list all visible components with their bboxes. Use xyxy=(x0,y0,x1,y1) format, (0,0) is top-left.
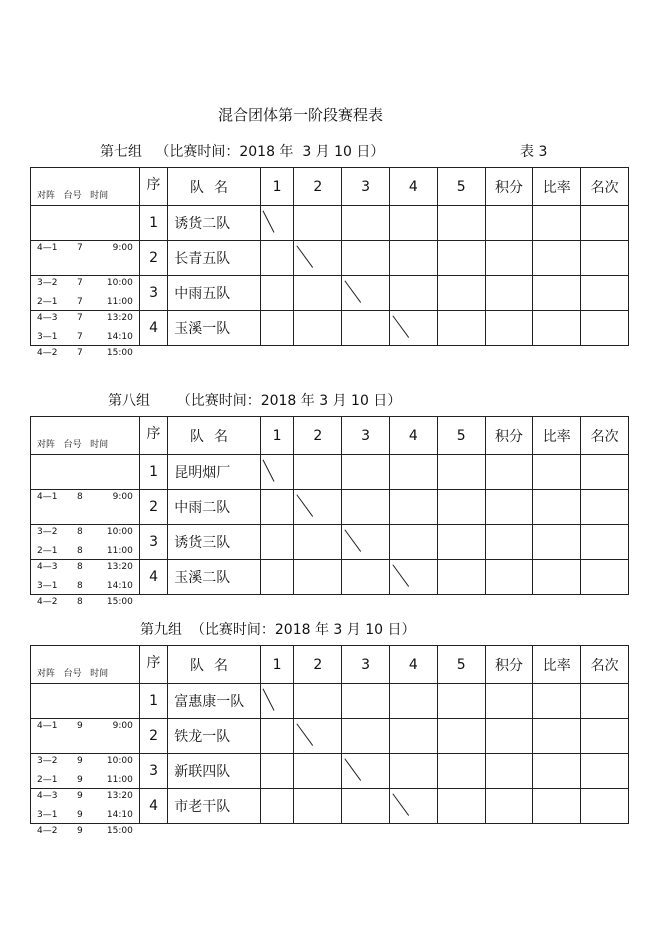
self-match-cell xyxy=(389,789,437,824)
seq-cell: 2 xyxy=(139,719,167,754)
group-7-table xyxy=(30,167,629,358)
match-info-cell: 2—1 7 11:00 4—3 7 13:20 xyxy=(31,276,140,311)
score-cell xyxy=(581,455,629,490)
team-cell: 长青五队 xyxy=(168,241,261,276)
match-info-cell: 4—1 7 9:00 xyxy=(31,206,140,241)
group-8-heading: 第八组 （比赛时间：2018 年 3 月 10 日） xyxy=(108,393,402,409)
self-match-cell xyxy=(294,241,342,276)
self-match-cell xyxy=(294,719,342,754)
team-cell: 铁龙一队 xyxy=(168,719,261,754)
match-info-cell: 2—1 8 11:00 4—3 8 13:20 xyxy=(31,525,140,560)
self-match-cell xyxy=(342,754,390,789)
score-cell xyxy=(260,276,294,311)
team-cell: 玉溪二队 xyxy=(168,560,261,595)
seq-cell: 4 xyxy=(139,789,167,824)
score-cell xyxy=(342,490,390,525)
team-cell: 新联四队 xyxy=(168,754,261,789)
match-info-cell: 3—2 8 10:00 xyxy=(31,490,140,525)
score-cell xyxy=(294,206,342,241)
diagonal-slash-icon xyxy=(294,241,341,275)
diagonal-slash-icon xyxy=(390,311,437,345)
header-col: 2 xyxy=(294,646,342,684)
self-match-cell xyxy=(342,525,390,560)
seq-cell: 1 xyxy=(139,684,167,719)
team-cell: 昆明烟厂 xyxy=(168,455,261,490)
score-cell xyxy=(581,560,629,595)
table-row xyxy=(31,311,629,346)
score-cell xyxy=(581,789,629,824)
score-cell xyxy=(533,789,581,824)
score-cell xyxy=(294,455,342,490)
score-cell xyxy=(437,560,485,595)
match-info-cell: 3—2 7 10:00 xyxy=(31,241,140,276)
score-cell xyxy=(389,206,437,241)
header-col: 3 xyxy=(342,168,390,206)
header-seq: 序 xyxy=(139,417,167,455)
group-9-heading: 第九组 （比赛时间：2018 年 3 月 10 日） xyxy=(140,622,416,638)
score-cell xyxy=(294,311,342,346)
score-cell xyxy=(389,276,437,311)
team-cell: 玉溪一队 xyxy=(168,311,261,346)
header-col: 名次 xyxy=(581,646,629,684)
score-cell xyxy=(581,311,629,346)
score-cell xyxy=(342,789,390,824)
score-cell xyxy=(389,684,437,719)
team-cell: 诱货三队 xyxy=(168,525,261,560)
score-cell xyxy=(389,719,437,754)
team-cell: 中雨二队 xyxy=(168,490,261,525)
header-col: 4 xyxy=(389,646,437,684)
diagonal-slash-icon xyxy=(294,719,341,753)
header-col: 3 xyxy=(342,646,390,684)
self-match-cell xyxy=(294,490,342,525)
table-row xyxy=(31,789,629,824)
diagonal-slash-icon xyxy=(342,276,389,310)
score-cell xyxy=(437,206,485,241)
team-cell: 中雨五队 xyxy=(168,276,261,311)
score-cell xyxy=(485,455,533,490)
header-seq: 序 xyxy=(139,646,167,684)
score-cell xyxy=(437,455,485,490)
match-info-cell: 3—1 9 14:10 4—2 9 15:00 xyxy=(31,789,140,824)
table-row xyxy=(31,241,629,276)
header-col: 4 xyxy=(389,168,437,206)
score-cell xyxy=(533,455,581,490)
score-cell xyxy=(533,276,581,311)
score-cell xyxy=(581,206,629,241)
score-cell xyxy=(485,206,533,241)
header-col: 比率 xyxy=(533,417,581,455)
score-cell xyxy=(342,311,390,346)
seq-cell: 4 xyxy=(139,560,167,595)
diagonal-slash-icon xyxy=(261,206,294,240)
score-cell xyxy=(260,719,294,754)
header-col: 5 xyxy=(437,646,485,684)
score-cell xyxy=(533,719,581,754)
score-cell xyxy=(342,206,390,241)
team-cell: 富惠康一队 xyxy=(168,684,261,719)
diagonal-slash-icon xyxy=(390,789,437,823)
score-cell xyxy=(581,684,629,719)
match-info-cell: 3—1 7 14:10 4—2 7 15:00 xyxy=(31,311,140,346)
score-cell xyxy=(389,455,437,490)
header-col: 1 xyxy=(260,417,294,455)
score-cell xyxy=(581,276,629,311)
header-col: 比率 xyxy=(533,168,581,206)
table-row xyxy=(31,455,629,490)
score-cell xyxy=(260,311,294,346)
score-cell xyxy=(260,241,294,276)
score-cell xyxy=(342,719,390,754)
team-cell: 市老干队 xyxy=(168,789,261,824)
header-info: 对阵 台号 时间 xyxy=(31,417,140,455)
header-col: 4 xyxy=(389,417,437,455)
seq-cell: 1 xyxy=(139,455,167,490)
match-info-cell: 4—1 9 9:00 xyxy=(31,684,140,719)
header-col: 积分 xyxy=(485,646,533,684)
diagonal-slash-icon xyxy=(390,560,437,594)
score-cell xyxy=(342,241,390,276)
score-cell xyxy=(581,754,629,789)
score-cell xyxy=(485,560,533,595)
score-cell xyxy=(485,719,533,754)
score-cell xyxy=(294,789,342,824)
match-info-cell: 4—1 8 9:00 xyxy=(31,455,140,490)
score-cell xyxy=(581,719,629,754)
score-cell xyxy=(485,754,533,789)
score-cell xyxy=(342,684,390,719)
score-cell xyxy=(533,684,581,719)
score-cell xyxy=(533,241,581,276)
self-match-cell xyxy=(260,455,294,490)
score-cell xyxy=(260,754,294,789)
table-row xyxy=(31,684,629,719)
header-col: 积分 xyxy=(485,168,533,206)
table-row xyxy=(31,719,629,754)
table-row xyxy=(31,490,629,525)
score-cell xyxy=(437,754,485,789)
score-cell xyxy=(437,490,485,525)
seq-cell: 4 xyxy=(139,311,167,346)
match-info-cell: 2—1 9 11:00 4—3 9 13:20 xyxy=(31,754,140,789)
seq-cell: 2 xyxy=(139,490,167,525)
header-col: 比率 xyxy=(533,646,581,684)
document-title: 混合团体第一阶段赛程表 xyxy=(218,106,384,124)
score-cell xyxy=(581,525,629,560)
score-cell xyxy=(294,684,342,719)
match-info-cell: 3—2 9 10:00 xyxy=(31,719,140,754)
score-cell xyxy=(533,754,581,789)
table-row xyxy=(31,754,629,789)
score-cell xyxy=(485,241,533,276)
score-cell xyxy=(533,560,581,595)
match-info-cell: 3—1 8 14:10 4—2 8 15:00 xyxy=(31,560,140,595)
score-cell xyxy=(581,241,629,276)
seq-cell: 1 xyxy=(139,206,167,241)
header-col: 5 xyxy=(437,417,485,455)
team-cell: 诱货二队 xyxy=(168,206,261,241)
score-cell xyxy=(294,754,342,789)
self-match-cell xyxy=(389,560,437,595)
score-cell xyxy=(437,525,485,560)
score-cell xyxy=(389,490,437,525)
score-cell xyxy=(342,455,390,490)
score-cell xyxy=(389,754,437,789)
header-seq: 序 xyxy=(139,168,167,206)
score-cell xyxy=(533,525,581,560)
self-match-cell xyxy=(260,684,294,719)
score-cell xyxy=(260,789,294,824)
header-col: 名次 xyxy=(581,168,629,206)
score-cell xyxy=(437,719,485,754)
header-team: 队名 xyxy=(168,646,261,684)
header-team: 队名 xyxy=(168,417,261,455)
score-cell xyxy=(437,241,485,276)
header-col: 1 xyxy=(260,646,294,684)
score-cell xyxy=(533,206,581,241)
score-cell xyxy=(260,525,294,560)
score-cell xyxy=(485,490,533,525)
diagonal-slash-icon xyxy=(261,684,294,718)
score-cell xyxy=(260,560,294,595)
diagonal-slash-icon xyxy=(342,754,389,788)
score-cell xyxy=(437,276,485,311)
score-cell xyxy=(533,311,581,346)
score-cell xyxy=(485,311,533,346)
seq-cell: 3 xyxy=(139,754,167,789)
group-9-table xyxy=(30,645,629,836)
score-cell xyxy=(389,525,437,560)
self-match-cell xyxy=(342,276,390,311)
score-cell xyxy=(485,684,533,719)
score-cell xyxy=(437,684,485,719)
header-team: 队名 xyxy=(168,168,261,206)
header-col: 2 xyxy=(294,417,342,455)
header-info: 对阵 台号 时间 xyxy=(31,646,140,684)
diagonal-slash-icon xyxy=(342,525,389,559)
table-row xyxy=(31,525,629,560)
diagonal-slash-icon xyxy=(261,455,294,489)
score-cell xyxy=(485,789,533,824)
score-cell xyxy=(389,241,437,276)
score-cell xyxy=(485,276,533,311)
self-match-cell xyxy=(260,206,294,241)
table-row xyxy=(31,276,629,311)
seq-cell: 3 xyxy=(139,525,167,560)
header-col: 1 xyxy=(260,168,294,206)
score-cell xyxy=(342,560,390,595)
header-col: 3 xyxy=(342,417,390,455)
score-cell xyxy=(294,276,342,311)
header-col: 名次 xyxy=(581,417,629,455)
seq-cell: 3 xyxy=(139,276,167,311)
group-8-table xyxy=(30,416,629,607)
header-info: 对阵 台号 时间 xyxy=(31,168,140,206)
score-cell xyxy=(437,311,485,346)
score-cell xyxy=(581,490,629,525)
self-match-cell xyxy=(389,311,437,346)
seq-cell: 2 xyxy=(139,241,167,276)
group-7-heading: 第七组 （比赛时间：2018 年 3 月 10 日） xyxy=(100,144,385,160)
diagonal-slash-icon xyxy=(294,490,341,524)
score-cell xyxy=(533,490,581,525)
table-number: 表 3 xyxy=(520,144,548,160)
header-col: 2 xyxy=(294,168,342,206)
score-cell xyxy=(260,490,294,525)
table-row xyxy=(31,560,629,595)
score-cell xyxy=(437,789,485,824)
table-row xyxy=(31,206,629,241)
header-col: 5 xyxy=(437,168,485,206)
score-cell xyxy=(485,525,533,560)
score-cell xyxy=(294,525,342,560)
score-cell xyxy=(294,560,342,595)
header-col: 积分 xyxy=(485,417,533,455)
